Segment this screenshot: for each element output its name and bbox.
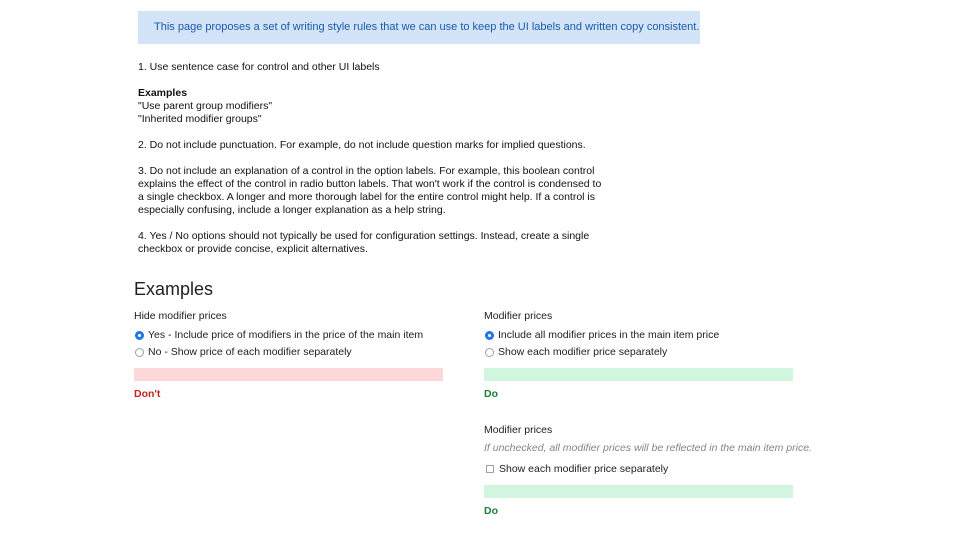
radio-unselected-icon[interactable] — [135, 348, 144, 357]
rule-3 — [138, 165, 638, 217]
rule-1: 1. Use sentence case for control and other UI labels — [138, 61, 380, 73]
radio-selected-icon[interactable] — [135, 331, 144, 340]
intro-banner: This page proposes a set of writing style rules that we can use to keep the UI labels and written copy consistent. — [138, 11, 700, 44]
dont-verdict: Don't — [134, 388, 161, 400]
rule-3-line: explains the effect of the control in radio button labels. That won't work if the control is condensed to — [138, 178, 602, 190]
rule-4 — [138, 230, 638, 256]
checkbox-icon[interactable] — [486, 465, 494, 473]
radio-selected-icon[interactable] — [485, 331, 494, 340]
radio-option-label: Show each modifier price separately — [498, 346, 668, 358]
do-example-label: Modifier prices — [484, 424, 553, 436]
help-text: If unchecked, all modifier prices will be reflected in the main item price. — [484, 442, 812, 454]
radio-option-include[interactable] — [484, 327, 844, 343]
rule-3-line: especially confusing, include a longer explanation as a help string. — [138, 204, 446, 216]
example-1: "Use parent group modifiers" — [138, 100, 273, 112]
do-example-label: Modifier prices — [484, 310, 553, 322]
rule-1-examples — [138, 87, 638, 126]
style-rules — [138, 61, 638, 269]
rule-3-line: a single checkbox. A longer and more thorough label for the entire control might help. If a control is — [138, 191, 596, 203]
examples-heading: Examples — [138, 87, 188, 99]
radio-option-label: Yes - Include price of modifiers in the price of the main item — [148, 329, 424, 341]
examples-title: Examples — [134, 279, 214, 299]
do-indicator-bar — [484, 368, 793, 381]
do-verdict: Do — [484, 505, 498, 517]
radio-option-no[interactable] — [134, 344, 454, 360]
rule-4-line: checkbox or provide concise, explicit alternatives. — [138, 243, 368, 255]
radio-unselected-icon[interactable] — [485, 348, 494, 357]
dont-example — [134, 309, 454, 401]
checkbox-label: Show each modifier price separately — [499, 463, 669, 475]
radio-option-show-each[interactable] — [484, 344, 844, 360]
checkbox-show-each[interactable] — [484, 461, 844, 477]
dont-indicator-bar — [134, 368, 443, 381]
rule-4-line: 4. Yes / No options should not typically be used for configuration settings. Instead, create a single — [138, 230, 590, 242]
radio-option-label: Include all modifier prices in the main item price — [498, 329, 720, 341]
example-2: "Inherited modifier groups" — [138, 113, 262, 125]
radio-option-yes[interactable] — [134, 327, 454, 343]
do-example-checkbox — [484, 423, 844, 518]
do-verdict: Do — [484, 388, 498, 400]
dont-example-label: Hide modifier prices — [134, 310, 227, 322]
do-indicator-bar — [484, 485, 793, 498]
do-example-radio — [484, 309, 844, 401]
radio-option-label: No - Show price of each modifier separately — [148, 346, 352, 358]
rule-2: 2. Do not include punctuation. For example, do not include question marks for implied questions. — [138, 139, 586, 151]
rule-3-line: 3. Do not include an explanation of a control in the option labels. For example, this boolean control — [138, 165, 595, 177]
